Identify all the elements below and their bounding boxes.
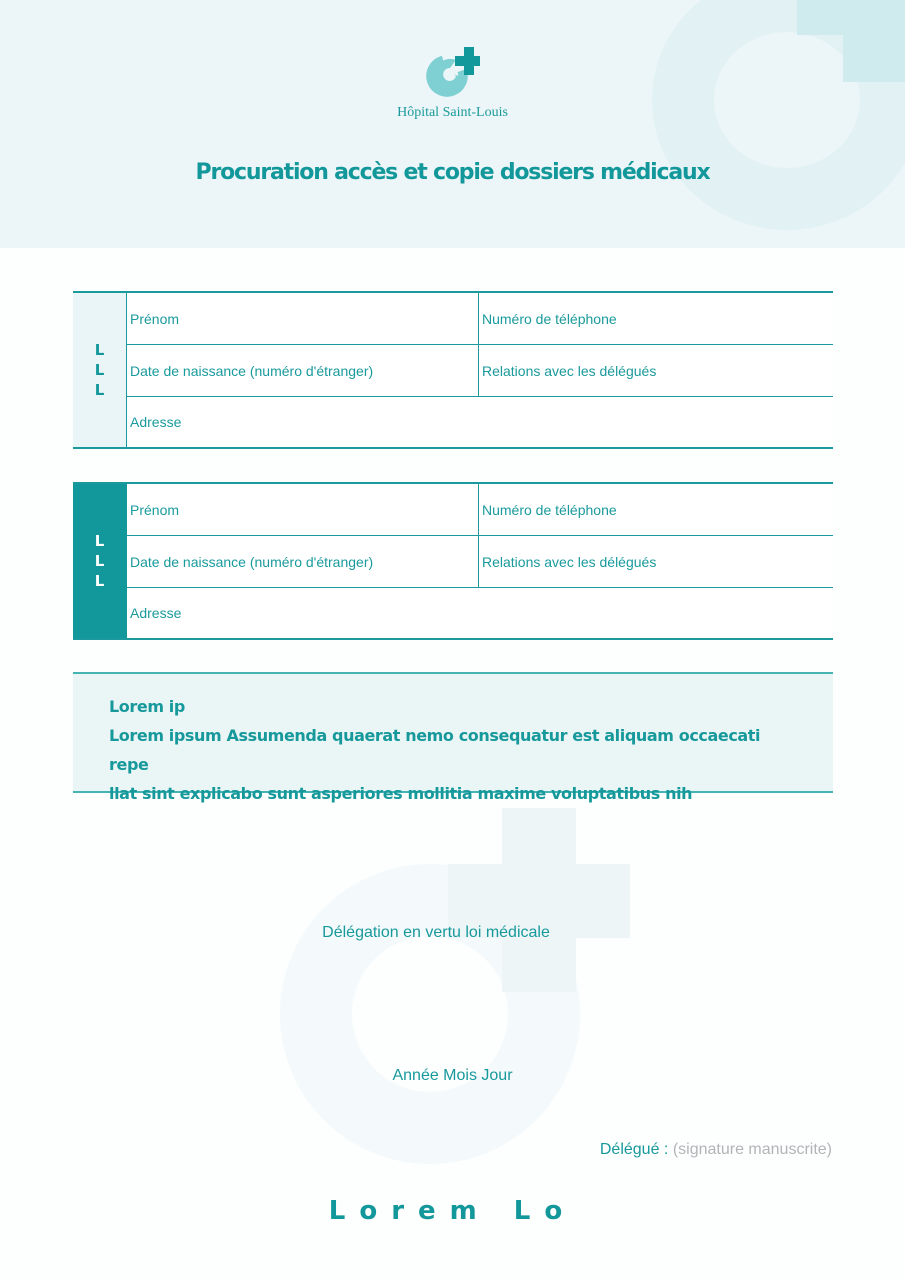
form-row — [127, 345, 833, 397]
form-grid — [127, 293, 833, 447]
form-side-label — [73, 293, 127, 447]
address-field[interactable]: Adresse — [127, 588, 833, 638]
decorative-square-shape — [843, 0, 905, 82]
side-label-char: L — [94, 361, 105, 379]
side-label-char: L — [94, 532, 105, 550]
notice-heading: Lorem ip — [109, 697, 185, 716]
first-name-field[interactable]: Prénom — [127, 484, 479, 535]
address-field[interactable]: Adresse — [127, 397, 833, 447]
phone-field[interactable]: Numéro de téléphone — [479, 484, 833, 535]
side-label-char: L — [94, 341, 105, 359]
delegate-info-form — [73, 482, 833, 640]
notice-box — [73, 672, 833, 803]
form-row — [127, 588, 833, 638]
phone-field[interactable]: Numéro de téléphone — [479, 293, 833, 344]
form-row — [127, 293, 833, 345]
birth-date-field[interactable]: Date de naissance (numéro d'étranger) — [127, 345, 479, 396]
hospital-logo-icon — [426, 46, 480, 98]
principal-info-form — [73, 291, 833, 449]
footer-brand: Lorem Lo — [328, 1196, 577, 1226]
relation-field[interactable]: Relations avec les délégués — [479, 345, 833, 396]
form-side-label — [73, 484, 127, 638]
page-title: Procuration accès et copie dossiers médicaux — [195, 160, 710, 185]
signature-label: Délégué : — [599, 1141, 669, 1158]
hospital-name: Hôpital Saint-Louis — [397, 105, 508, 120]
side-label-char: L — [94, 572, 105, 590]
signature-line[interactable] — [600, 1141, 832, 1159]
relation-field[interactable]: Relations avec les délégués — [479, 536, 833, 587]
notice-line: llat sint explicabo sunt asperiores mollitia maxime voluptatibus nih — [109, 784, 693, 803]
first-name-field[interactable]: Prénom — [127, 293, 479, 344]
form-row — [127, 397, 833, 447]
side-label-char: L — [94, 381, 105, 399]
form-row — [127, 536, 833, 588]
form-row — [127, 484, 833, 536]
birth-date-field[interactable]: Date de naissance (numéro d'étranger) — [127, 536, 479, 587]
side-label-char: L — [94, 552, 105, 570]
document-header — [0, 0, 905, 248]
date-field[interactable]: Année Mois Jour — [392, 1067, 513, 1084]
delegation-statement: Délégation en vertu loi médicale — [322, 924, 550, 941]
signature-hint: (signature manuscrite) — [672, 1141, 832, 1158]
notice-line: Lorem ipsum Assumenda quaerat nemo consequatur est aliquam occaecati repe — [109, 726, 761, 774]
form-grid — [127, 484, 833, 638]
